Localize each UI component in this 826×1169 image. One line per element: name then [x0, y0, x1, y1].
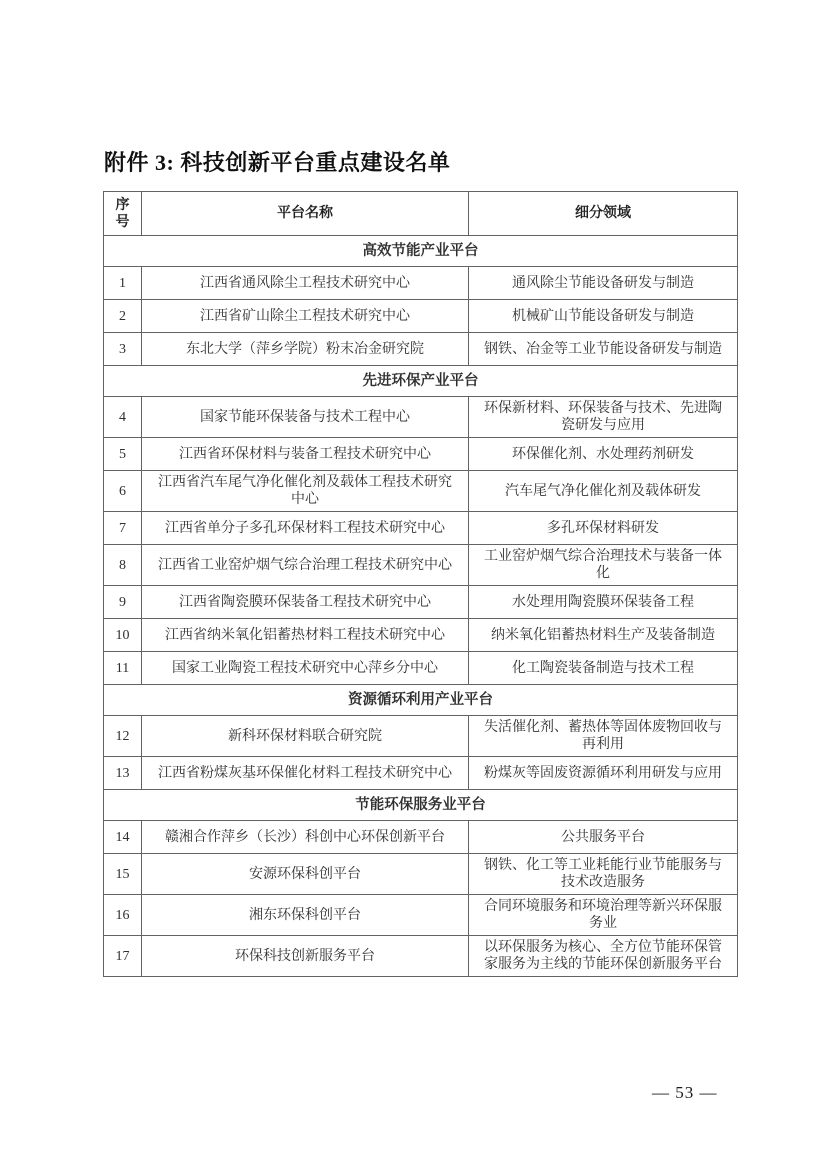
field-description: 环保新材料、环保装备与技术、先进陶瓷研发与应用	[469, 397, 738, 438]
table-row	[104, 895, 738, 936]
row-index: 16	[104, 895, 142, 936]
field-description: 钢铁、冶金等工业节能设备研发与制造	[469, 333, 738, 366]
table-row	[104, 512, 738, 545]
platform-name: 新科环保材料联合研究院	[142, 716, 469, 757]
section-header-label: 先进环保产业平台	[104, 366, 738, 397]
row-index: 17	[104, 936, 142, 977]
page-number: — 53 —	[652, 1083, 718, 1102]
table-row	[104, 300, 738, 333]
row-index: 2	[104, 300, 142, 333]
table-row	[104, 438, 738, 471]
table-row	[104, 397, 738, 438]
platform-name: 国家工业陶瓷工程技术研究中心萍乡分中心	[142, 652, 469, 685]
row-index: 12	[104, 716, 142, 757]
field-description: 水处理用陶瓷膜环保装备工程	[469, 586, 738, 619]
field-description: 汽车尾气净化催化剂及载体研发	[469, 471, 738, 512]
row-index: 1	[104, 267, 142, 300]
row-index: 5	[104, 438, 142, 471]
row-index: 10	[104, 619, 142, 652]
table-row	[104, 757, 738, 790]
platform-name: 江西省通风除尘工程技术研究中心	[142, 267, 469, 300]
section-header-label: 资源循环利用产业平台	[104, 685, 738, 716]
table-header-row	[104, 192, 738, 236]
row-index: 7	[104, 512, 142, 545]
table-row	[104, 471, 738, 512]
field-description: 通风除尘节能设备研发与制造	[469, 267, 738, 300]
table-row	[104, 619, 738, 652]
table-row	[104, 854, 738, 895]
platform-name: 江西省工业窑炉烟气综合治理工程技术研究中心	[142, 545, 469, 586]
table-row	[104, 821, 738, 854]
field-description: 粉煤灰等固废资源循环利用研发与应用	[469, 757, 738, 790]
platform-table	[103, 191, 738, 977]
platform-name: 江西省粉煤灰基环保催化材料工程技术研究中心	[142, 757, 469, 790]
platform-name: 环保科技创新服务平台	[142, 936, 469, 977]
platform-name: 湘东环保科创平台	[142, 895, 469, 936]
section-header-row	[104, 236, 738, 267]
row-index: 4	[104, 397, 142, 438]
platform-name: 江西省陶瓷膜环保装备工程技术研究中心	[142, 586, 469, 619]
field-description: 环保催化剂、水处理药剂研发	[469, 438, 738, 471]
platform-name: 江西省汽车尾气净化催化剂及载体工程技术研究中心	[142, 471, 469, 512]
row-index: 3	[104, 333, 142, 366]
row-index: 8	[104, 545, 142, 586]
field-description: 工业窑炉烟气综合治理技术与装备一体化	[469, 545, 738, 586]
table-row	[104, 652, 738, 685]
row-index: 14	[104, 821, 142, 854]
field-description: 纳米氧化铝蓄热材料生产及装备制造	[469, 619, 738, 652]
row-index: 15	[104, 854, 142, 895]
column-header-field: 细分领域	[469, 192, 738, 236]
platform-name: 江西省纳米氧化铝蓄热材料工程技术研究中心	[142, 619, 469, 652]
section-header-label: 节能环保服务业平台	[104, 790, 738, 821]
section-header-row	[104, 685, 738, 716]
table-row	[104, 586, 738, 619]
column-header-index: 序号	[104, 192, 142, 236]
row-index: 13	[104, 757, 142, 790]
table-row	[104, 333, 738, 366]
section-header-row	[104, 366, 738, 397]
field-description: 钢铁、化工等工业耗能行业节能服务与技术改造服务	[469, 854, 738, 895]
column-header-platform-name: 平台名称	[142, 192, 469, 236]
page-title: 附件 3: 科技创新平台重点建设名单	[104, 150, 451, 175]
row-index: 11	[104, 652, 142, 685]
table-row	[104, 716, 738, 757]
field-description: 合同环境服务和环境治理等新兴环保服务业	[469, 895, 738, 936]
row-index: 6	[104, 471, 142, 512]
table-row	[104, 936, 738, 977]
platform-name: 江西省单分子多孔环保材料工程技术研究中心	[142, 512, 469, 545]
table-row	[104, 267, 738, 300]
field-description: 多孔环保材料研发	[469, 512, 738, 545]
field-description: 机械矿山节能设备研发与制造	[469, 300, 738, 333]
platform-name: 东北大学（萍乡学院）粉末冶金研究院	[142, 333, 469, 366]
table-row	[104, 545, 738, 586]
platform-name: 江西省矿山除尘工程技术研究中心	[142, 300, 469, 333]
field-description: 化工陶瓷装备制造与技术工程	[469, 652, 738, 685]
row-index: 9	[104, 586, 142, 619]
platform-name: 江西省环保材料与装备工程技术研究中心	[142, 438, 469, 471]
section-header-row	[104, 790, 738, 821]
field-description: 公共服务平台	[469, 821, 738, 854]
platform-name: 国家节能环保装备与技术工程中心	[142, 397, 469, 438]
table-body	[104, 236, 738, 977]
field-description: 失活催化剂、蓄热体等固体废物回收与再利用	[469, 716, 738, 757]
field-description: 以环保服务为核心、全方位节能环保管家服务为主线的节能环保创新服务平台	[469, 936, 738, 977]
platform-name: 安源环保科创平台	[142, 854, 469, 895]
section-header-label: 高效节能产业平台	[104, 236, 738, 267]
platform-name: 赣湘合作萍乡（长沙）科创中心环保创新平台	[142, 821, 469, 854]
